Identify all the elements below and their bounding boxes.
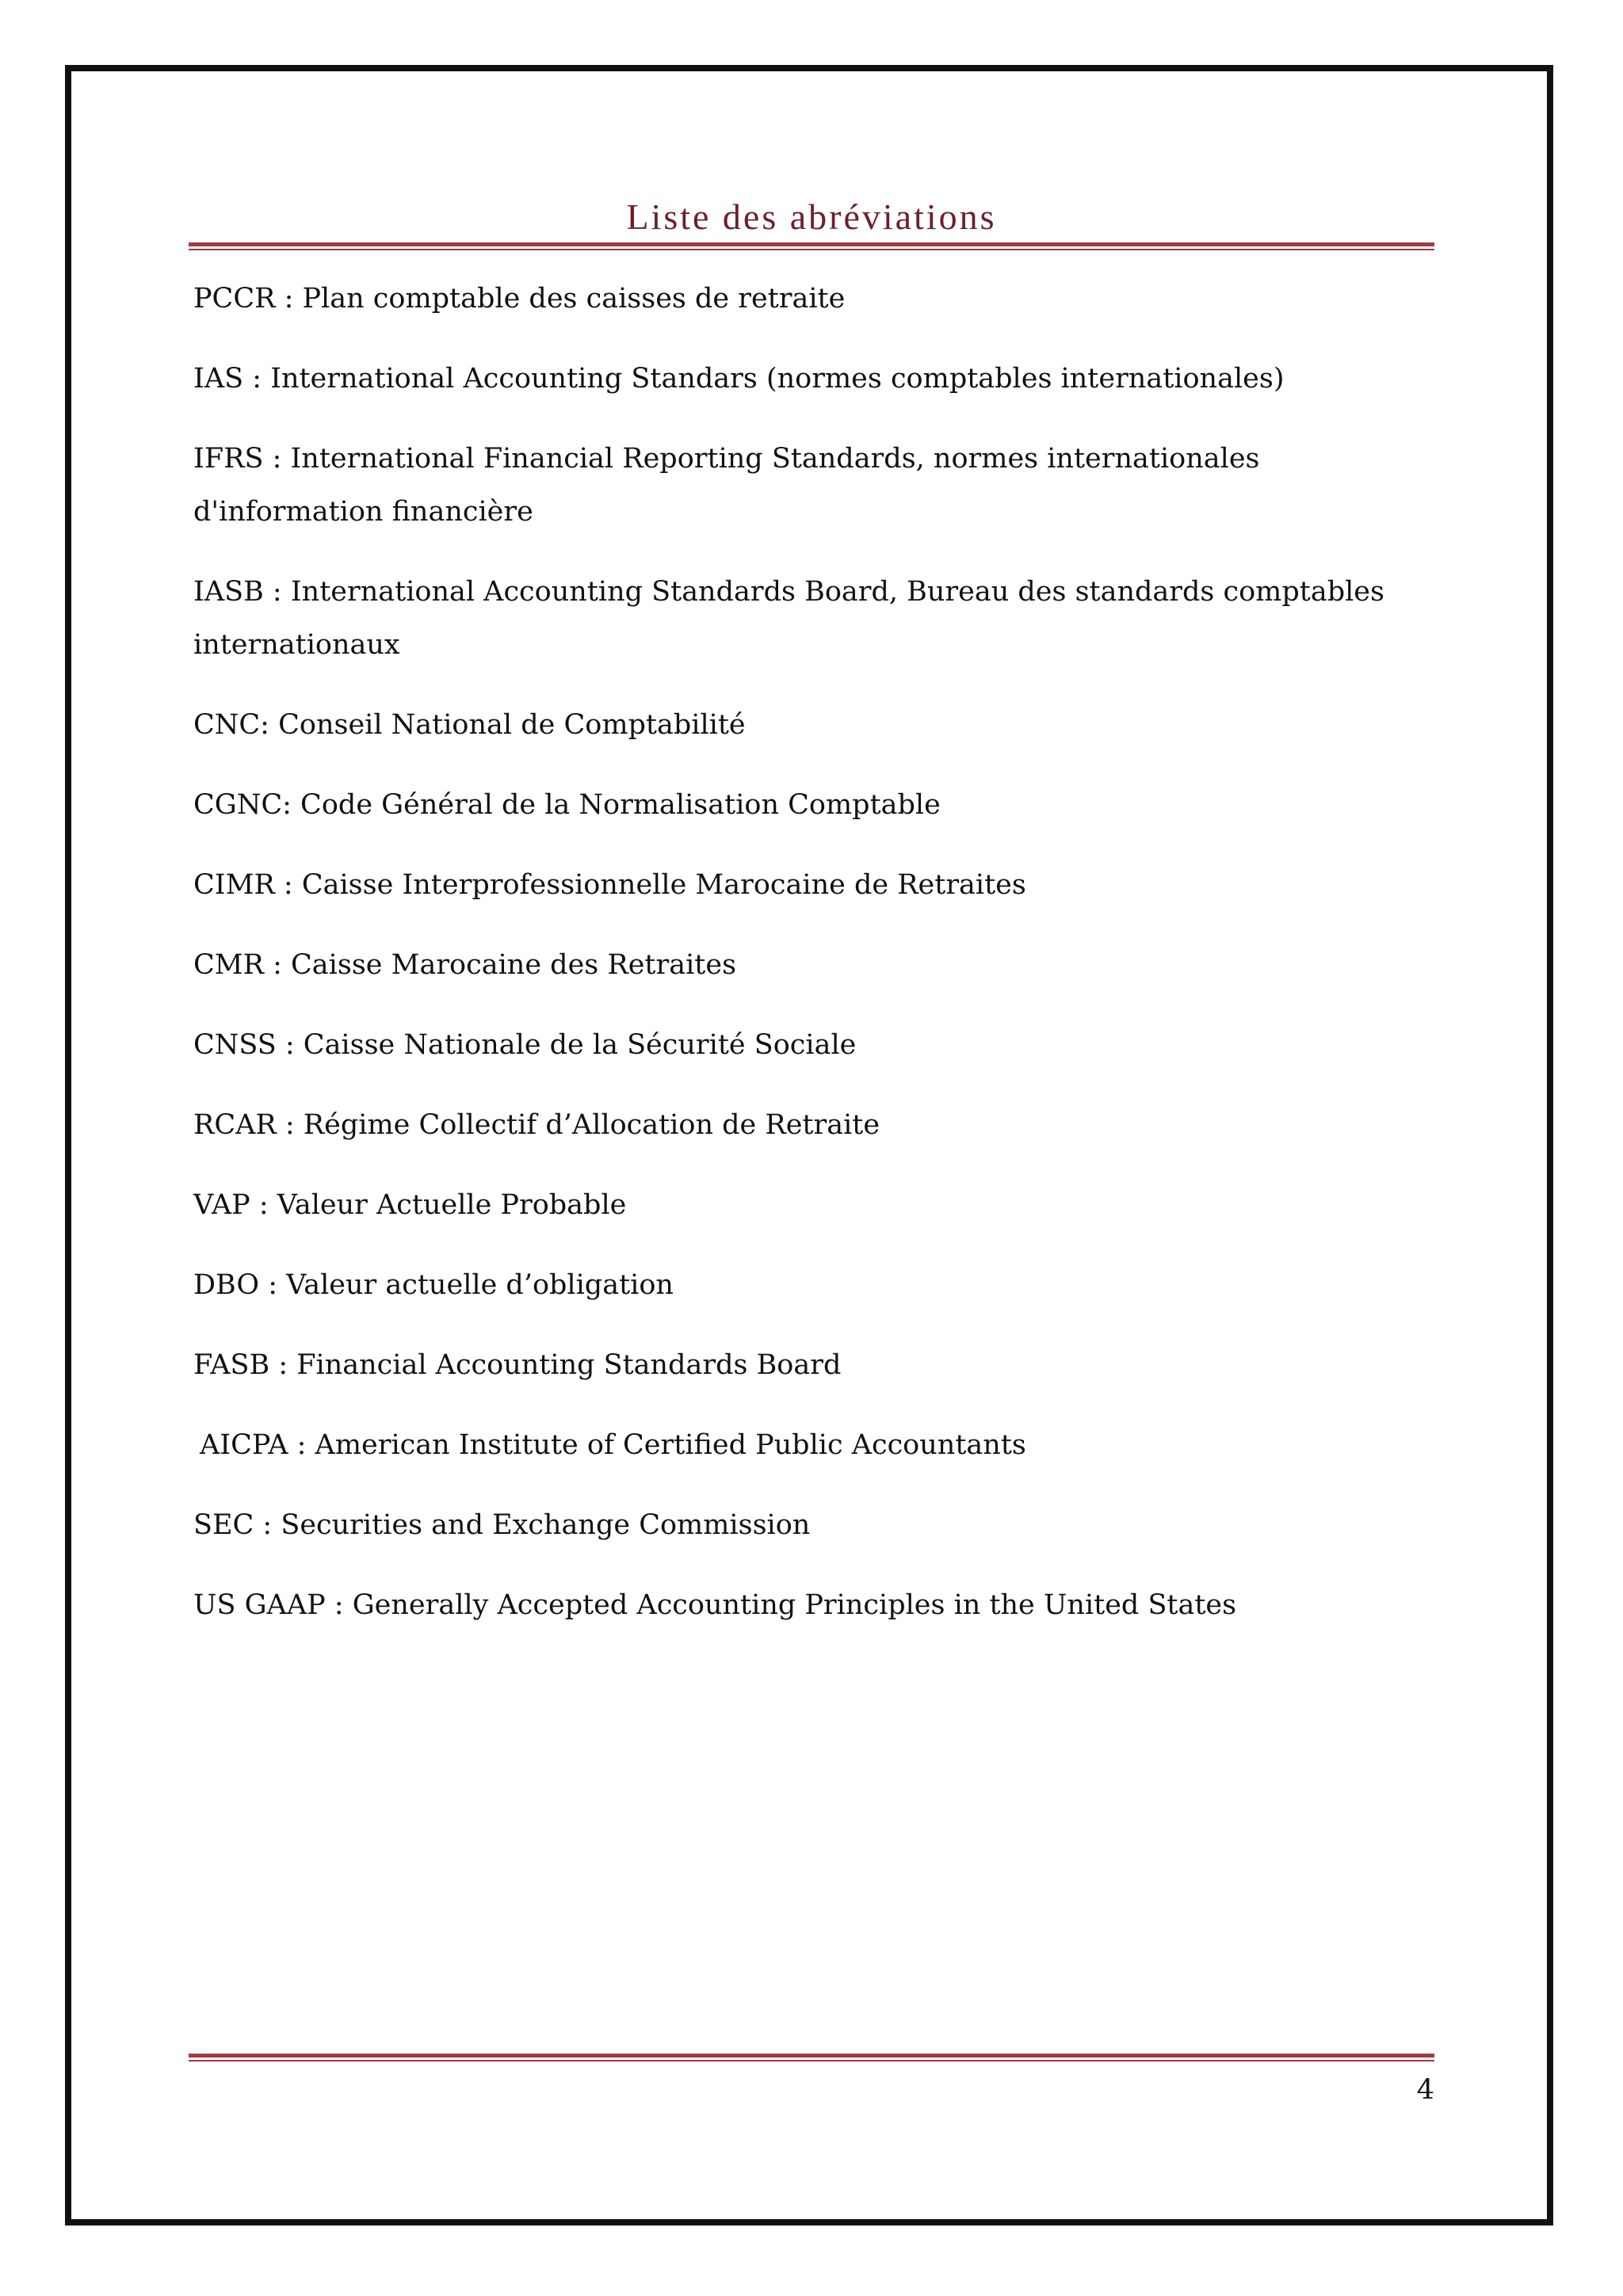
- list-item: IFRS : International Financial Reporting Standards, normes internationales d'information financière: [193, 443, 1260, 528]
- list-item: RCAR : Régime Collectif d’Allocation de Retraite: [193, 1109, 880, 1141]
- list-item: DBO : Valeur actuelle d’obligation: [193, 1269, 674, 1301]
- list-item: FASB : Financial Accounting Standards Board: [193, 1349, 842, 1381]
- list-item: CNC: Conseil National de Comptabilité: [193, 709, 746, 741]
- title-divider: [189, 242, 1434, 250]
- abbreviation-list: [193, 273, 1430, 1659]
- list-item: VAP : Valeur Actuelle Probable: [193, 1189, 627, 1221]
- list-item: CIMR : Caisse Interprofessionnelle Marocaine de Retraites: [193, 869, 1026, 901]
- page-title: Liste des abréviations: [626, 196, 997, 237]
- list-item: IASB : International Accounting Standards Board, Bureau des standards comptables internationaux: [193, 576, 1384, 661]
- list-item: CGNC: Code Général de la Normalisation Comptable: [193, 789, 941, 821]
- list-item: SEC : Securities and Exchange Commission: [193, 1509, 811, 1541]
- list-item: AICPA : American Institute of Certified Public Accountants: [200, 1429, 1026, 1461]
- page-number: 4: [1416, 2074, 1434, 2106]
- list-item: CNSS : Caisse Nationale de la Sécurité Sociale: [193, 1029, 857, 1061]
- list-item: PCCR : Plan comptable des caisses de retraite: [193, 283, 846, 315]
- list-item: US GAAP : Generally Accepted Accounting Principles in the United States: [193, 1589, 1237, 1621]
- list-item: IAS : International Accounting Standars (normes comptables internationales): [193, 363, 1285, 395]
- list-item: CMR : Caisse Marocaine des Retraites: [193, 949, 737, 981]
- footer-divider: [189, 2054, 1434, 2061]
